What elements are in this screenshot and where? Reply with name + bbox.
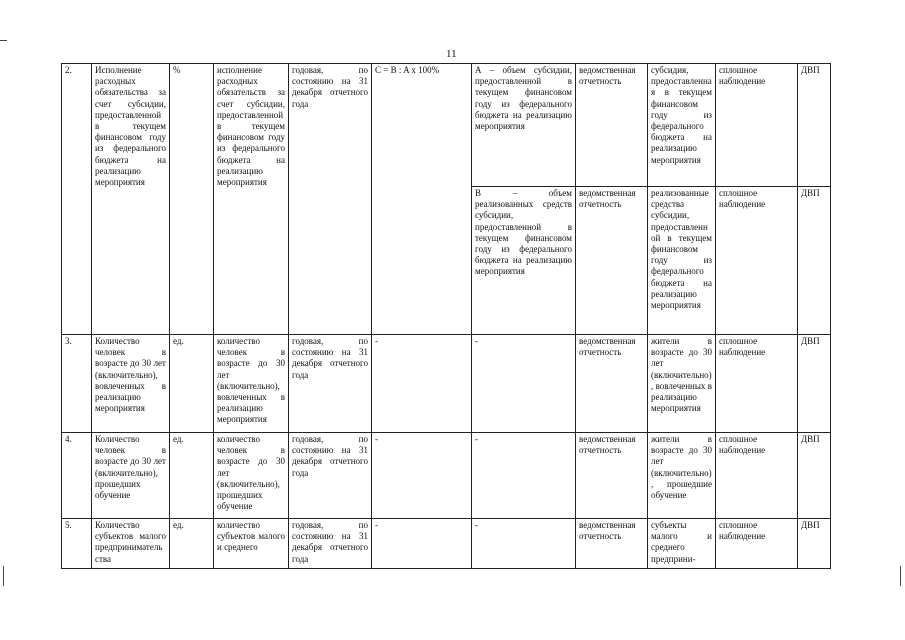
table-row	[62, 433, 831, 519]
collection-method: сплошное наблюдение	[716, 64, 798, 187]
data-source: ведомственная отчетность	[576, 519, 648, 569]
data-source: ведомственная отчетность	[576, 64, 648, 187]
formula: -	[372, 335, 472, 433]
row-number: 2.	[62, 64, 92, 335]
indicator-definition: количество человек в возрасте до 30 лет (включительно), вовлеченных в реализацию мероприятия	[214, 335, 289, 433]
base-indicator: А – объем субсидии, предоставленной в текущем финансовом году из федерального бюджета на реализацию мероприятия	[472, 64, 576, 187]
collection-method: сплошное наблюдение	[716, 335, 798, 433]
observation-object: реализованные средства субсидии, предоставленной в текущем финансовом году из федерального бюджета на реализацию мероприятия	[648, 187, 716, 335]
table-row	[62, 335, 831, 433]
data-source: ведомственная отчетность	[576, 187, 648, 335]
observation-object: жители в возрасте до 30 лет (включительно), вовлеченных в реализацию мероприятия	[648, 335, 716, 433]
indicators-table	[61, 63, 831, 569]
collection-method: сплошное наблюдение	[716, 519, 798, 569]
collection-method: сплошное наблюдение	[716, 433, 798, 519]
formula: C = B : A x 100%	[372, 64, 472, 335]
periodicity: годовая, по состоянию на 31 декабря отчетного года	[289, 335, 372, 433]
indicator-name: Количество человек в возрасте до 30 лет (включительно), вовлеченных в реализацию мероприятия	[92, 335, 170, 433]
responsible: ДВП	[798, 433, 831, 519]
observation-object: субъекты малого и среднего предприни-	[648, 519, 716, 569]
table-row	[62, 64, 831, 187]
indicator-name: Количество субъектов малого предпринимательства	[92, 519, 170, 569]
base-indicator: -	[472, 519, 576, 569]
row-number: 4.	[62, 433, 92, 519]
responsible: ДВП	[798, 335, 831, 433]
base-indicator: -	[472, 433, 576, 519]
scan-edge-mark-left-top	[0, 40, 7, 41]
responsible: ДВП	[798, 519, 831, 569]
periodicity: годовая, по состоянию на 31 декабря отчетного года	[289, 519, 372, 569]
observation-object: субсидия, предоставленная в текущем финансовом году из федерального бюджета на реализацию мероприятия	[648, 64, 716, 187]
unit: ед.	[170, 519, 214, 569]
data-source: ведомственная отчетность	[576, 335, 648, 433]
row-number: 3.	[62, 335, 92, 433]
formula: -	[372, 433, 472, 519]
row-number: 5.	[62, 519, 92, 569]
unit: ед.	[170, 433, 214, 519]
indicator-definition: количество субъектов малого и среднего	[214, 519, 289, 569]
scan-edge-mark-right-bottom	[900, 566, 901, 586]
scan-edge-mark-left-bottom	[3, 566, 4, 586]
indicator-name: Количество человек в возрасте до 30 лет (включительно), прошедших обучение	[92, 433, 170, 519]
responsible: ДВП	[798, 64, 831, 187]
observation-object: жители в возрасте до 30 лет (включительно), прошедшие обучение	[648, 433, 716, 519]
data-source: ведомственная отчетность	[576, 433, 648, 519]
periodicity: годовая, по состоянию на 31 декабря отчетного года	[289, 433, 372, 519]
unit: ед.	[170, 335, 214, 433]
indicator-definition: исполнение расходных обязательств за счет субсидии, предоставленной в текущем финансовом году из федерального бюджета на реализацию мероприятия	[214, 64, 289, 335]
page-number: 11	[446, 48, 457, 60]
table-row	[62, 519, 831, 569]
formula: -	[372, 519, 472, 569]
collection-method: сплошное наблюдение	[716, 187, 798, 335]
responsible: ДВП	[798, 187, 831, 335]
base-indicator: -	[472, 335, 576, 433]
unit: %	[170, 64, 214, 335]
indicator-name: Исполнение расходных обязательства за счет субсидии, предоставленной в текущем финансовом году из федерального бюджета на реализацию мероприятия	[92, 64, 170, 335]
periodicity: годовая, по состоянию на 31 декабря отчетного года	[289, 64, 372, 335]
base-indicator: В – объем реализованных средств субсидии, предоставленной в текущем финансовом году из федерального бюджета на реализацию мероприятия	[472, 187, 576, 335]
indicator-definition: количество человек в возрасте до 30 лет (включительно), прошедших обучение	[214, 433, 289, 519]
